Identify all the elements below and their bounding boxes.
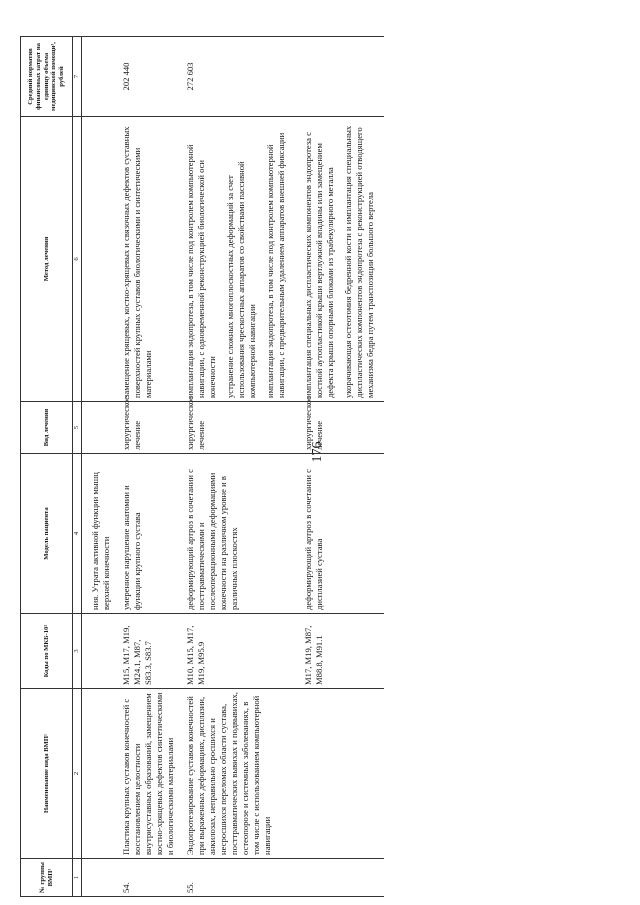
row-vmp-name: Пластика крупных суставов конечностей с восстановлением целостности внутрисуставных образований, замещением костно-хрящевых дефектов синтетическими и биологическими материалами bbox=[113, 689, 177, 859]
row-icd-codes: M17, M19, M87, M88.8, M91.1 bbox=[295, 614, 384, 689]
col-number-7: 7 bbox=[73, 37, 82, 117]
row-vmp-name: Эндопротезирование суставов конечностей при выраженных деформациях, дисплазии, анкилозах, неправильно сросшихся и несросшихся переломах области сустава, посттравматических вывихах и подвывихах, остеопорозе и системных заболеваниях, в том числе с использованием компьютерной навигации bbox=[177, 689, 295, 859]
method-item: замещение хрящевых, костно-хрящевых и связочных дефектов суставных поверхностей крупных суставов биологическими и синтетическими материалами bbox=[120, 126, 153, 398]
row-patient-model: деформирующий артроз в сочетании с дисплазией сустава bbox=[295, 454, 384, 614]
col-number-1: 1 bbox=[73, 859, 82, 897]
col-number-6: 6 bbox=[73, 117, 82, 402]
row-treatment-method bbox=[177, 117, 295, 402]
method-item: имплантация эндопротеза, в том числе под контролем компьютерной навигации, с одновременной реконструкцией биологической оси конечности bbox=[184, 144, 217, 398]
row-icd-codes: M15, M17, M19, M24.1, M87, S83.3, S83.7 bbox=[113, 614, 177, 689]
row-treatment-type: хирургическое лечение bbox=[295, 402, 384, 454]
header-group-number: № группы ВМП¹ bbox=[21, 859, 73, 897]
method-item: укорачивающая остеотомия бедренной кости и имплантация специальных диспластических компонентов эндопротеза с реконструкцией отводящего механизма бедра путем транспозиции большого вертела bbox=[342, 125, 375, 398]
row-patient-model: деформирующий артроз в сочетании с посттравматическими и послеоперационными деформациями конечности на различном уровне и в различных плоскостях bbox=[177, 454, 295, 614]
method-item: устранение сложных многоплоскостных деформаций за счет использования чрескостных аппаратов со свойствами пассивной компьютерной навигации bbox=[224, 161, 257, 398]
header-cost-norm: Средний норматив финансовых затрат на единицу объема медицинской помощи³, рублей bbox=[21, 37, 73, 117]
table-row bbox=[177, 37, 295, 897]
row-cost-norm bbox=[295, 37, 384, 117]
header-treatment-method: Метод лечения bbox=[21, 117, 73, 402]
row-cost-norm: 272 603 bbox=[177, 37, 295, 117]
row-treatment-method bbox=[113, 117, 177, 402]
method-item: имплантация эндопротеза, в том числе под контролем компьютерной навигации, с предварительным удалением аппаратов внешней фиксации bbox=[264, 132, 286, 398]
header-icd-codes: Коды по МКБ-10² bbox=[21, 614, 73, 689]
header-vmp-name: Наименование вида ВМП¹ bbox=[21, 689, 73, 859]
col-number-3: 3 bbox=[73, 614, 82, 689]
row-vmp-name bbox=[295, 689, 384, 859]
table-row-carryover bbox=[81, 37, 113, 897]
row-cost-norm: 202 440 bbox=[113, 37, 177, 117]
table-row bbox=[113, 37, 177, 897]
table-header bbox=[21, 37, 82, 897]
row-number bbox=[295, 859, 384, 897]
table-row bbox=[295, 37, 384, 897]
row-treatment-type: хирургическое лечение bbox=[113, 402, 177, 454]
header-treatment-type: Вид лечения bbox=[21, 402, 73, 454]
row-patient-model: умеренное нарушение анатомии и функции крупного сустава bbox=[113, 454, 177, 614]
vmp-table bbox=[20, 36, 384, 897]
col-number-5: 5 bbox=[73, 402, 82, 454]
row-treatment-method bbox=[295, 117, 384, 402]
carryover-model: ния. Утрата активной функции мышц верхней конечности bbox=[81, 454, 113, 614]
header-patient-model: Модель пациента bbox=[21, 454, 73, 614]
col-number-4: 4 bbox=[73, 454, 82, 614]
col-number-2: 2 bbox=[73, 689, 82, 859]
row-icd-codes: M10, M15, M17, M19, M95.9 bbox=[177, 614, 295, 689]
page-number: 176 bbox=[310, 441, 325, 463]
row-treatment-type: хирургическое лечение bbox=[177, 402, 295, 454]
row-number: 54. bbox=[113, 859, 177, 897]
method-item: имплантация специальных диспластических компонентов эндопротеза с костной аутопластикой крыши вертлужной впадины или замещением дефекта крыши опорными блоками из трабекулярного металла bbox=[302, 132, 335, 398]
row-number: 55. bbox=[177, 859, 295, 897]
